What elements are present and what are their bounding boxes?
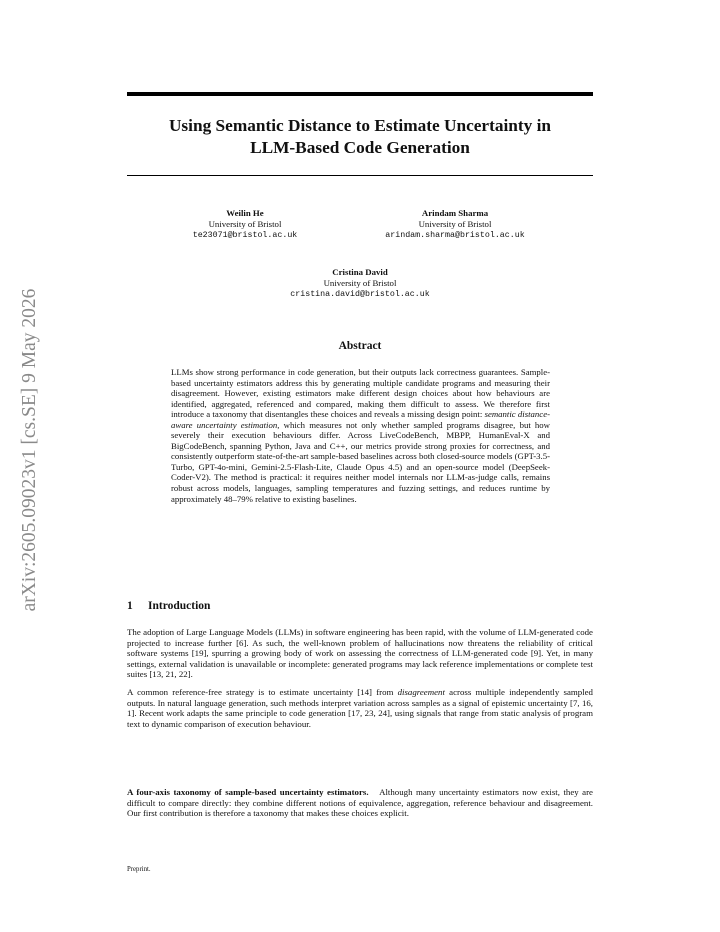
title-line-2: LLM-Based Code Generation — [250, 138, 470, 157]
author-affiliation: University of Bristol — [208, 219, 282, 230]
arxiv-identifier-text: arXiv:2605.09023v1 [cs.SE] 9 May 2026 — [19, 288, 40, 612]
author-email[interactable]: te23071@bristol.ac.uk — [192, 231, 298, 241]
author-name: Weilin He — [226, 208, 264, 218]
intro-paragraph-2 — [127, 687, 593, 729]
preprint-footer: Preprint. — [127, 866, 151, 873]
abstract-text — [171, 367, 550, 504]
paper-title — [127, 115, 593, 159]
abstract-part-1: LLMs show strong performance in code generation, but their outputs lack correctness guarantees. Sample-based uncertainty estimators address this by generating multiple candidate programs and measuring their disagreement. However, existing estimators make different design choices about how behaviours are identified, aggregated, referenced and compared, making them difficult to assess. We therefore first introduce a taxonomy that disentangles these choices and reveals a missing design point: — [171, 367, 550, 420]
author-block-1 — [160, 208, 330, 242]
title-rule-bottom — [127, 175, 593, 176]
abstract-part-2: , which measures not only whether sampled programs disagree, but how severely their execution behaviours differ. Across LiveCodeBench, MBPP, HumanEval-X and BigCodeBench, spanning Python, Java and C++, our metrics provide strong proxies for correctness, and consistently outperform state-of-the-art sample-based baselines across both closed-source models (GPT-3.5-Turbo, GPT-4o-mini, Gemini-2.5-Flash-Lite, Claude Opus 4.5) and an open-source model (DeepSeek-Coder-V2). The method is practical: it requires neither model internals nor LLM-as-judge calls, remains robust across models, languages, sampling temperatures and fuzzing settings, and reduces runtime by approximately 48–79% relative to existing baselines. — [171, 419, 551, 504]
taxonomy-run-in-heading: A four-axis taxonomy of sample-based uncertainty estimators. — [127, 787, 369, 797]
para3-body: Although many uncertainty estimators now exist, they are difficult to compare directly: they combine different notions of equivalence, aggregation, reference behaviour and disagreement. Our first contribution is therefore a taxonomy that makes these choices explicit. — [127, 787, 593, 819]
intro-paragraph-1: The adoption of Large Language Models (LLMs) in software engineering has been rapid, with the volume of LLM-generated code projected to increase further [6]. As such, the well-known problem of hallucinations now threatens the reliability of critical software systems [19], spurring a growing body of work on assessing the correctness of LLM-generated code [9]. Yet, in many settings, external validation is unavailable or incomplete: generated programs may lack reference implementations or complete test suites [13, 21, 22]. — [127, 627, 593, 680]
para2-part-2: across multiple independently sampled outputs. In natural language generation, such methods interpret variation across samples as a signal of epistemic uncertainty [7, 16, 1]. Recent work adapts the same principle to code generation [17, 23, 24], using signals that range from static analysis of program text to dynamic comparison of execution behaviour. — [127, 687, 593, 729]
para2-part-1: A common reference-free strategy is to estimate uncertainty [14] from — [127, 687, 398, 697]
author-email[interactable]: cristina.david@bristol.ac.uk — [290, 290, 430, 300]
author-block-3 — [260, 267, 460, 301]
section-heading — [127, 600, 210, 612]
section-title: Introduction — [148, 600, 211, 612]
title-rule-top — [127, 92, 593, 96]
para2-emphasis: disagreement — [397, 687, 445, 697]
abstract-heading: Abstract — [338, 340, 382, 352]
intro-paragraph-3 — [127, 787, 593, 819]
author-block-2 — [360, 208, 550, 242]
section-number: 1 — [127, 600, 133, 612]
author-name: Cristina David — [332, 267, 388, 277]
author-affiliation: University of Bristol — [418, 219, 492, 230]
author-name: Arindam Sharma — [421, 208, 489, 218]
author-email[interactable]: arindam.sharma@bristol.ac.uk — [385, 231, 525, 241]
arxiv-identifier — [12, 260, 48, 640]
author-affiliation: University of Bristol — [323, 278, 397, 289]
title-line-1: Using Semantic Distance to Estimate Uncertainty in — [168, 116, 552, 135]
abstract-emphasis: semantic distance-aware uncertainty estimation — [171, 409, 550, 430]
